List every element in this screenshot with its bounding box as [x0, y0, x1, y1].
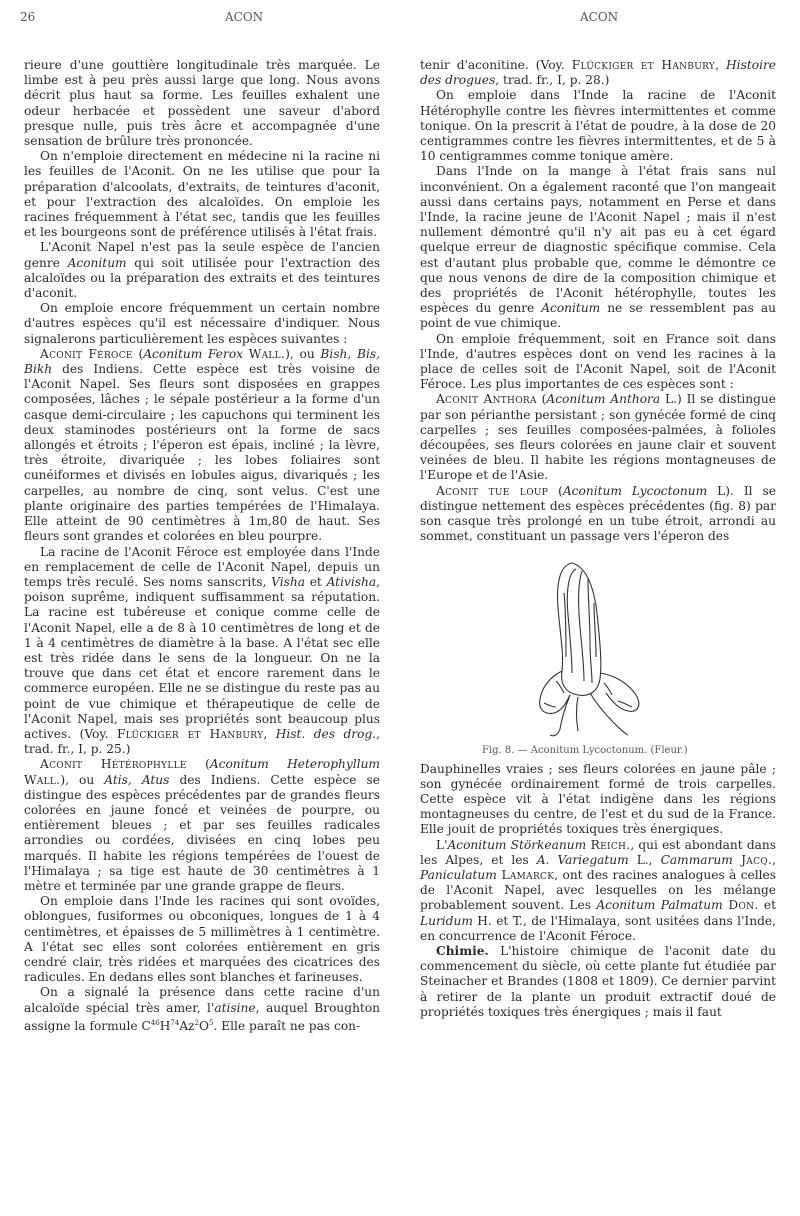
paragraph: On emploie fréquemment, soit en France soit dans l'Inde, d'autres espèces dont on vend les racines à la place de celles soit de l'Aconit Napel, soit de l'Aconit Féroce. Les plus importantes de ces espèces sont :	[420, 331, 776, 392]
running-head-left: ACON	[225, 10, 264, 24]
paragraph: rieure d'une gouttière longitudinale très marquée. Le limbe est à peu près aussi large que long. Nous avons décrit plus haut sa forme. Les feuilles exhalent une odeur herbacée et possèdent une saveur d'abord presque nulle, puis très âcre et accompagnée d'une sensation de brûlure très prononcée.	[24, 58, 380, 149]
aconitum-flower-illustration	[520, 553, 680, 738]
figure-caption: Fig. 8. — Aconitum Lycoctonum. (Fleur.)	[482, 744, 688, 756]
paragraph: Dans l'Inde on la mange à l'état frais sans nul inconvénient. On a également raconté que l'on mangeait aussi dans certains pays, notamment en Perse et dans l'Inde, la racine jeune de l'Aconit Napel ; mais il n'est nullement démontré qu'il n'y ait pas eu à cet égard quelque erreur de diagnostic spécifique commise. Cela est d'autant plus probable que, comme le démontre ce que nous venons de dire de la composition chimique et des propriétés de l'Aconit hétérophylle, toutes les espèces du genre Aconitum ne se ressemblent pas au point de vue chimique.	[420, 164, 776, 331]
species-anthora: Aconit Anthora (Aconitum Anthora L.) Il se distingue par son périanthe persistant ; son gynécée formé de cinq carpelles ; ses feuilles composées-palmées, à folioles découpées, ses fleurs colorées en jaune clair et souvent veinées de bleu. Il habite les régions montagneuses de l'Europe et de l'Asie.	[420, 392, 776, 483]
left-column	[24, 58, 380, 1034]
paragraph: L'Aconit Napel n'est pas la seule espèce de l'ancien genre Aconitum qui soit utilisée pour l'extraction des alcaloïdes ou la préparation des extraits et des teintures d'aconit.	[24, 240, 380, 301]
paragraph: La racine de l'Aconit Féroce est employée dans l'Inde en remplacement de celle de l'Aconit Napel, depuis un temps très reculé. Ses noms sanscrits, Visha et Ativisha, poison suprême, indiquent suffisamment sa réputation. La racine est tubéreuse et conique comme celle de l'Aconit Napel, elle a de 8 à 10 centimètres de long et de 1 à 4 centimètres de diamètre à la base. A l'état sec elle est très ridée dans le sens de la longueur. On ne la trouve que dans cet état et encore rarement dans le commerce européen. Elle ne se distingue du reste pas au point de vue chimique et thérapeutique de celle de l'Aconit Napel, mais ses propriétés sont beaucoup plus actives. (Voy. Flückiger et Hanbury, Hist. des drog., trad. fr., I, p. 25.)	[24, 544, 380, 757]
paragraph: On emploie dans l'Inde les racines qui sont ovoïdes, oblongues, fusiformes ou obconiques, longues de 1 à 4 centimètres, et épaisses de 5 millimètres à 1 centimètre. A l'état sec elles sont colorées entièrement en gris cendré clair, très ridées et marquées des cicatrices des radicules. En dedans elles sont blanches et farineuses.	[24, 894, 380, 985]
page-header	[20, 10, 780, 34]
paragraph-chimie: Chimie. L'histoire chimique de l'aconit date du commencement du siècle, où cette plante fut étudiée par Steinacher et Brandes (1808 et 1809). Ce dernier parvint à retirer de la plante un produit extractif doué de propriétés toxiques très énergiques ; mais il faut	[420, 943, 776, 1019]
page-number: 26	[20, 10, 36, 24]
paragraph: Dauphinelles vraies ; ses fleurs colorées en jaune pâle ; son gynécée ordinairement formé de trois carpelles. Cette espèce vit à l'état indigène dans les régions montagneuses du centre, de l'est et du sud de la France. Elle jouit de propriétés toxiques très énergiques.	[420, 761, 776, 837]
species-ferox: Aconit Féroce (Aconitum Ferox Wall.), ou Bish, Bis, Bikh des Indiens. Cette espèce est très voisine de l'Aconit Napel. Ses fleurs sont disposées en grappes composées, lâches ; le sépale postérieur a la forme d'un casque demi-circulaire ; les capuchons qui terminent les deux staminodes postérieurs ont la forme de sacs allongés et étroits ; l'éperon est épais, incliné ; la lèvre, très étroite, divariquée ; les lobes foliaires sont cunéiformes et divisés en lobules aigus, divariqués ; les carpelles, au nombre de cinq, sont velus. C'est une plante originaire des parties tempérées de l'Himalaya. Elle atteint de 90 centimètres à 1m,80 de haut. Ses fleurs sont grandes et colorées en bleu pourpre.	[24, 346, 380, 544]
paragraph: tenir d'aconitine. (Voy. Flückiger et Hanbury, Histoire des drogues, trad. fr., I, p. 28.)	[420, 58, 776, 88]
species-heterophylle: Aconit Hétérophylle (Aconitum Heterophyllum Wall.), ou Atis, Atus des Indiens. Cette espèce se distingue des espèces précédentes par de grandes fleurs colorées en jaune foncé et veinées de pourpre, ou entièrement bleues ; et par ses feuilles radicales arrondies ou cordées, divisées en cinq lobes peu marqués. Il habite les régions tempérées de l'ouest de l'Himalaya ; sa tige est haute de 30 centimètres à 1 mètre et terminée par une grande grappe de fleurs.	[24, 757, 380, 893]
paragraph: On a signalé la présence dans cette racine d'un alcaloïde spécial très amer, l'atisine, auquel Broughton assigne la formule $C^{46}H^{74}Az^2O^5$. Elle paraît ne pas con-	[24, 985, 381, 1033]
paragraph: On emploie dans l'Inde la racine de l'Aconit Hétérophylle contre les fièvres intermittentes et comme tonique. On la prescrit à l'état de poudre, à la dose de 20 centigrammes contre les fièvres intermittentes, et de 5 à 10 centigrammes comme tonique amère.	[420, 88, 776, 164]
paragraph: L'Aconitum Störkeanum Reich., qui est abondant dans les Alpes, et les A. Variegatum L., Cammarum Jacq., Paniculatum Lamarck, ont des racines analogues à celles de l'Aconit Napel, avec lesquelles on les mélange probablement souvent. Les Aconitum Palmatum Don. et Luridum H. et T., de l'Himalaya, sont usitées dans l'Inde, en concurrence de l'Aconit Féroce.	[420, 837, 777, 943]
species-lycoctonum: Aconit tue loup (Aconitum Lycoctonum L). Il se distingue nettement des espèces précédentes (fig. 8) par son casque très prolongé en un tube étroit, arrondi au sommet, constituant un passage vers l'éperon des	[420, 483, 776, 544]
figure-8	[420, 553, 776, 758]
running-head-right: ACON	[580, 10, 619, 24]
paragraph: On emploie encore fréquemment un certain nombre d'autres espèces qu'il est nécessaire d'indiquer. Nous signalerons particulièrement les espèces suivantes :	[24, 301, 380, 346]
right-column	[420, 58, 776, 1020]
paragraph: On n'emploie directement en médecine ni la racine ni les feuilles de l'Aconit. On ne les utilise que pour la préparation d'alcoolats, d'extraits, de teintures d'aconit, et pour l'extraction des alcaloïdes. On emploie les racines fréquemment à l'état sec, tandis que les feuilles et les bourgeons sont de préférence utilisés à l'état frais.	[24, 149, 380, 240]
